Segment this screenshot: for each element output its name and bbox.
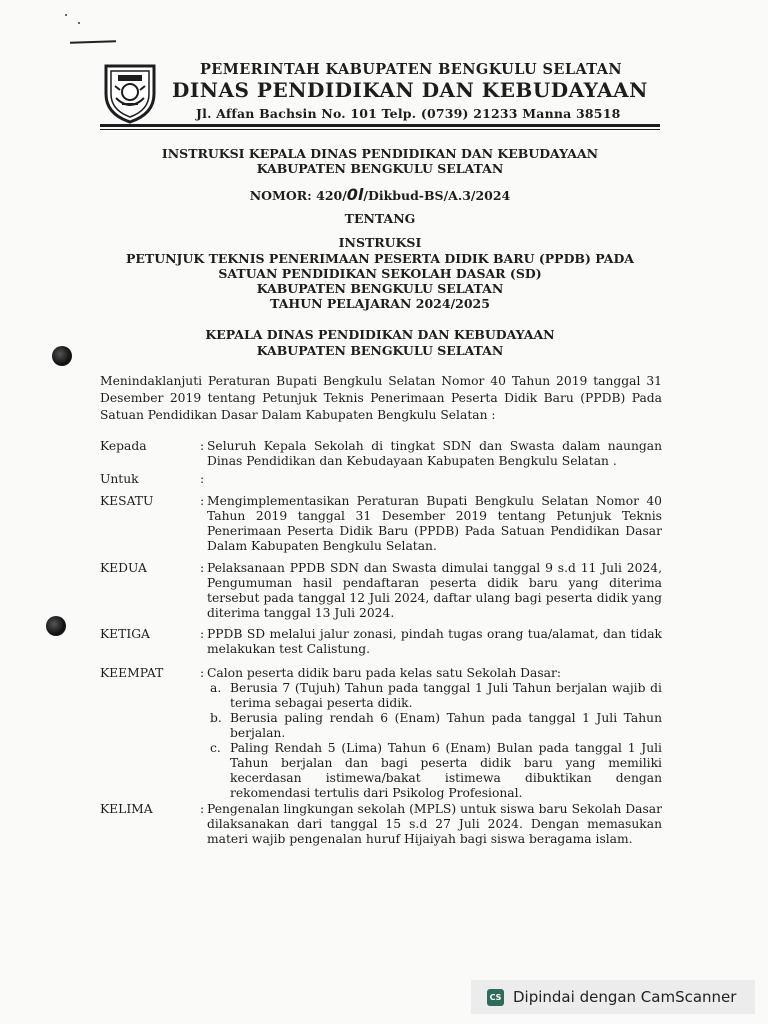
kelima-colon: : [200,802,205,816]
issuer-line-2: KABUPATEN BENGKULU SELATAN [256,343,504,358]
list-item-marker: b. [210,711,222,725]
handwritten-number: 0l [346,185,364,204]
keempat-colon: : [200,666,205,680]
letterhead-government: PEMERINTAH KABUPATEN BENGKULU SELATAN [200,61,623,78]
ketiga-label: KETIGA [100,627,150,641]
letterhead-rule-thick [100,124,660,127]
title-line-1: PETUNJUK TEKNIS PENERIMAAN PESERTA DIDIK BARU (PPDB) PADA [126,251,634,266]
instruksi-label: INSTRUKSI [338,235,422,250]
punch-hole [52,346,72,366]
kelima-text: Pengenalan lingkungan sekolah (MPLS) untuk siswa baru Sekolah Dasar dilaksanakan dari tanggal 15 s.d 27 Juli 2024. Dengan memasukan materi wajib pengenalan huruf Hijaiyah bagi siswa beragama islam. [207,802,662,846]
list-item-text: Paling Rendah 5 (Lima) Tahun 6 (Enam) Bulan pada tanggal 1 Juli Tahun berjalan dan bagi peserta didik baru yang memiliki kecerdasan istimewa/bakat istimewa dibuktikan dengan rekomendasi tertulis dari Psikolog Profesional. [230,741,662,800]
kesatu-label: KESATU [100,494,154,508]
letterhead-address: Jl. Affan Bachsin No. 101 Telp. (0739) 21233 Manna 38518 [196,106,621,121]
punch-hole [46,616,66,636]
camscanner-watermark [471,980,755,1014]
kepada-colon: : [200,439,205,453]
title-line-2: SATUAN PENDIDIKAN SEKOLAH DASAR (SD) [218,266,542,281]
list-item [210,741,662,801]
instruction-heading: INSTRUKSI KEPALA DINAS PENDIDIKAN DAN KEBUDAYAAN [161,146,599,161]
list-item [210,681,662,711]
document-number [100,185,660,204]
scan-speck [78,22,80,24]
camscanner-text: Dipindai dengan CamScanner [513,988,737,1006]
keempat-label: KEEMPAT [100,666,164,680]
document-number-prefix: NOMOR: 420/ [249,188,347,203]
issuer-line-1: KEPALA DINAS PENDIDIKAN DAN KEBUDAYAAN [205,327,555,342]
kesatu-text: Mengimplementasikan Peraturan Bupati Bengkulu Selatan Nomor 40 Tahun 2019 tanggal 31 Desember 2019 tentang Petunjuk Teknis Penerimaan Peserta Didik Baru (PPDB) Pada Satuan Pendidikan Dasar Dalam Kabupaten Bengkulu Selatan. [207,494,662,553]
keempat-text: Calon peserta didik baru pada kelas satu Sekolah Dasar: [207,666,562,680]
title-line-3: KABUPATEN BENGKULU SELATAN [256,281,504,296]
kepada-label: Kepada [100,439,147,453]
title-line-4: TAHUN PELAJARAN 2024/2025 [270,296,490,311]
document-number-suffix: /Dikbud-BS/A.3/2024 [363,188,511,203]
ketiga-text: PPDB SD melalui jalur zonasi, pindah tugas orang tua/alamat, dan tidak melakukan test Calistung. [207,627,662,656]
instruction-heading-regency: KABUPATEN BENGKULU SELATAN [256,161,504,176]
untuk-colon: : [200,472,205,486]
list-item [210,711,662,741]
scan-speck [65,14,67,16]
list-item-marker: c. [210,741,221,755]
camscanner-icon: CS [487,989,504,1006]
list-item-marker: a. [210,681,222,695]
letterhead-rule-thin [100,129,660,130]
ketiga-colon: : [200,627,205,641]
keempat-sublist [210,681,662,801]
untuk-label: Untuk [100,472,139,486]
list-item-text: Berusia 7 (Tujuh) Tahun pada tanggal 1 Juli Tahun berjalan wajib di terima sebagai peserta didik. [230,681,662,710]
kedua-text: Pelaksanaan PPDB SDN dan Swasta dimulai tanggal 9 s.d 11 Juli 2024, Pengumuman hasil pendaftaran peserta didik baru yang diterima tersebut pada tanggal 12 Juli 2024, daftar ulang bagi peserta didik yang diterima tanggal 13 Juli 2024. [207,561,662,620]
kepada-text: Seluruh Kepala Sekolah di tingkat SDN dan Swasta dalam naungan Dinas Pendidikan dan Kebudayaan Kabupaten Bengkulu Selatan . [207,439,662,468]
kelima-label: KELIMA [100,802,153,816]
letterhead-agency: DINAS PENDIDIKAN DAN KEBUDAYAAN [172,78,648,102]
kedua-label: KEDUA [100,561,147,575]
kedua-colon: : [200,561,205,575]
scan-mark [70,40,116,44]
kesatu-colon: : [200,494,205,508]
tentang-label: TENTANG [344,211,416,226]
intro-paragraph: Menindaklanjuti Peraturan Bupati Bengkulu Selatan Nomor 40 Tahun 2019 tanggal 31 Desember 2019 tentang Petunjuk Teknis Penerimaan Peserta Didik Baru (PPDB) Pada Satuan Pendidikan Dasar Dalam Kabupaten Bengkulu Selatan : [100,374,662,422]
regency-emblem-logo [100,62,160,124]
list-item-text: Berusia paling rendah 6 (Enam) Tahun pada tanggal 1 Juli Tahun berjalan. [230,711,662,740]
